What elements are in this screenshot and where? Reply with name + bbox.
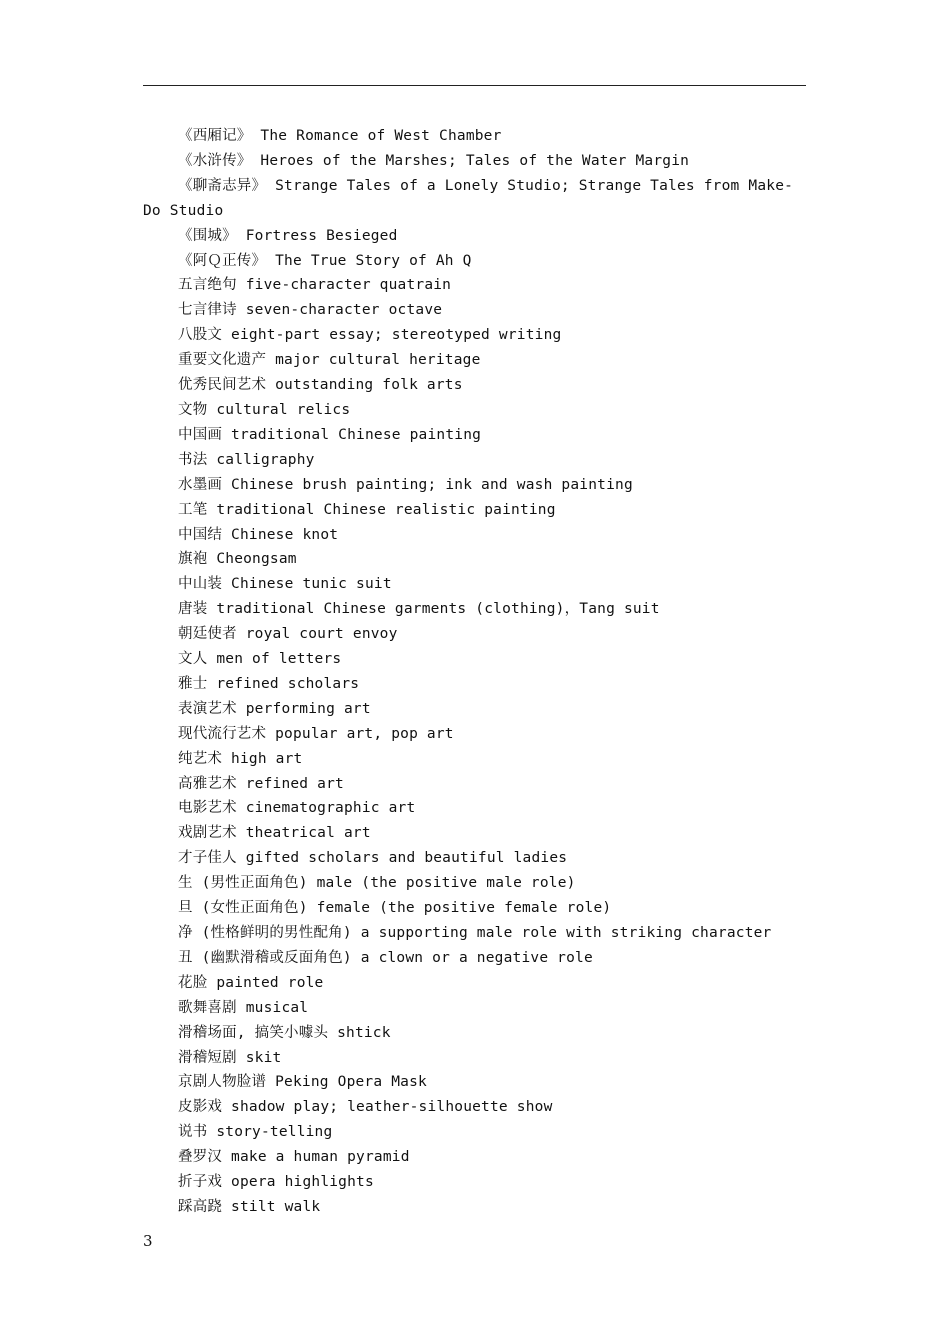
glossary-entry: 叠罗汉 make a human pyramid — [178, 1149, 410, 1166]
glossary-entry: 滑稽场面, 搞笑小噱头 shtick — [178, 1024, 391, 1041]
glossary-entry: 《聊斋志异》 Strange Tales of a Lonely Studio; Strange Tales from Make-Do Studio — [143, 177, 794, 219]
glossary-entry: 才子佳人 gifted scholars and beautiful ladies — [178, 850, 568, 867]
glossary-entry: 旗袍 Cheongsam — [178, 551, 297, 568]
glossary-entry: 五言绝句 five-character quatrain — [178, 277, 452, 294]
glossary-entry: 滑稽短剧 skit — [178, 1049, 282, 1066]
glossary-entry: 《阿Ｑ正传》 The True Story of Ah Q — [178, 252, 472, 269]
glossary-entry: 折子戏 opera highlights — [178, 1174, 374, 1191]
glossary-entry: 文人 men of letters — [178, 651, 342, 668]
glossary-entry: 纯艺术 high art — [178, 750, 303, 767]
header-rule — [143, 85, 806, 86]
glossary-list — [143, 124, 806, 1220]
glossary-entry: 花脸 painted role — [178, 974, 324, 991]
glossary-entry: 表演艺术 performing art — [178, 700, 371, 717]
glossary-entry: 雅士 refined scholars — [178, 675, 360, 692]
glossary-entry: 踩高跷 stilt walk — [178, 1198, 321, 1215]
glossary-entry: 歌舞喜剧 musical — [178, 999, 309, 1016]
glossary-entry: 旦 (女性正面角色) female (the positive female role) — [178, 900, 612, 917]
glossary-entry: 重要文化遗产 major cultural heritage — [178, 352, 481, 369]
glossary-entry: 水墨画 Chinese brush painting; ink and wash painting — [178, 476, 633, 493]
glossary-entry: 优秀民间艺术 outstanding folk arts — [178, 377, 463, 394]
glossary-entry: 文物 cultural relics — [178, 401, 351, 418]
glossary-entry: 书法 calligraphy — [178, 451, 315, 468]
glossary-entry: 八股文 eight-part essay; stereotyped writing — [178, 327, 562, 344]
glossary-entry: 高雅艺术 refined art — [178, 775, 344, 792]
glossary-entry: 中国结 Chinese knot — [178, 526, 339, 543]
glossary-entry: 现代流行艺术 popular art, pop art — [178, 725, 454, 742]
glossary-entry: 中国画 traditional Chinese painting — [178, 426, 482, 443]
glossary-entry: 七言律诗 seven-character octave — [178, 302, 443, 319]
glossary-entry: 说书 story-telling — [178, 1124, 333, 1141]
glossary-entry: 电影艺术 cinematographic art — [178, 800, 416, 817]
glossary-entry: 《围城》 Fortress Besieged — [178, 227, 398, 244]
glossary-entry: 皮影戏 shadow play; leather-silhouette show — [178, 1099, 553, 1116]
glossary-entry: 戏剧艺术 theatrical art — [178, 825, 371, 842]
glossary-entry: 唐装 traditional Chinese garments (clothing)，Tang suit — [178, 601, 660, 618]
glossary-entry: 工笔 traditional Chinese realistic painting — [178, 501, 556, 518]
glossary-entry: 《西厢记》 The Romance of West Chamber — [178, 128, 502, 144]
glossary-entry: 净 (性格鲜明的男性配角) a supporting male role with striking character — [178, 925, 772, 941]
glossary-entry: 朝廷使者 royal court envoy — [178, 626, 398, 643]
glossary-entry: 《水浒传》 Heroes of the Marshes; Tales of the Water Margin — [178, 152, 690, 169]
glossary-entry: 中山装 Chinese tunic suit — [178, 576, 392, 593]
glossary-entry: 丑 (幽默滑稽或反面角色) a clown or a negative role — [178, 949, 593, 966]
glossary-entry: 生 (男性正面角色) male (the positive male role) — [178, 875, 576, 892]
page-number: 3 — [143, 1232, 153, 1250]
glossary-entry: 京剧人物脸谱 Peking Opera Mask — [178, 1074, 427, 1091]
